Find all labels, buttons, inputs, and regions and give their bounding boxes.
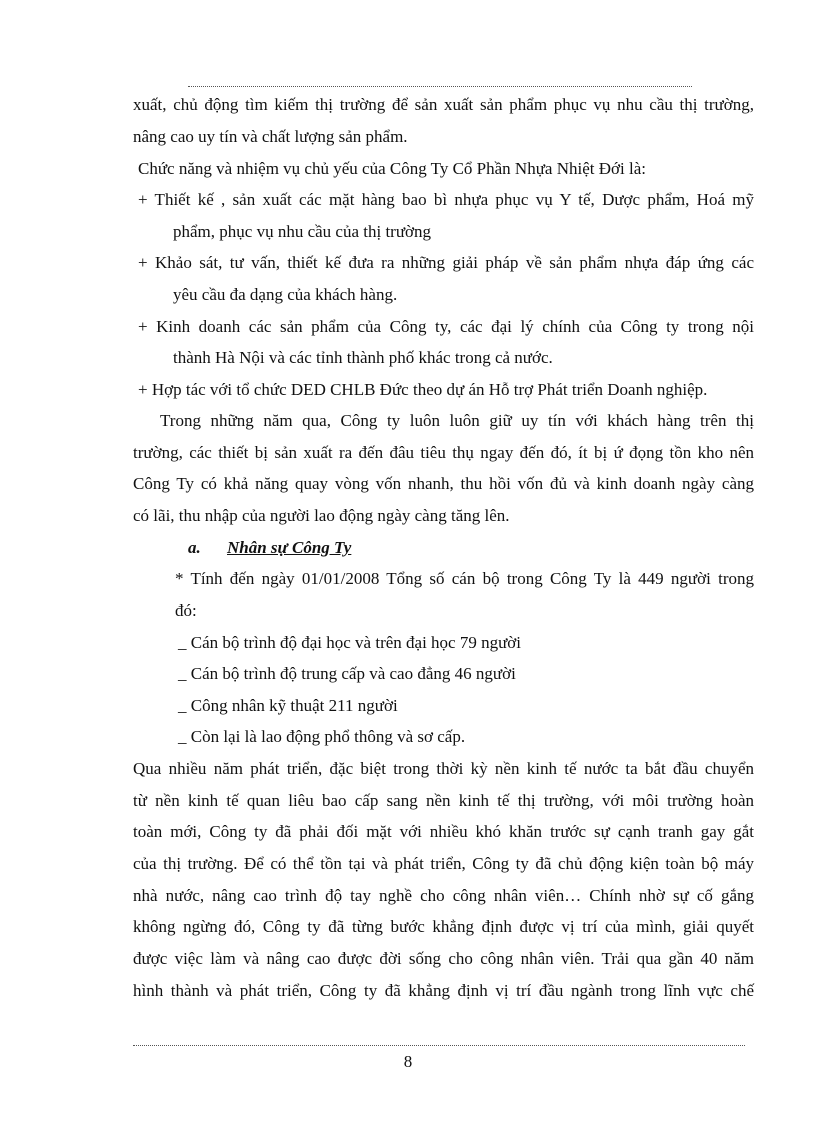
body-line: được việc làm và nâng cao được đời sống cho công nhân viên. Trải qua gần 40 năm [133,949,754,968]
staff-item: _ Cán bộ trình độ trung cấp và cao đẳng 46 người [178,664,516,683]
page-number: 8 [403,1052,413,1071]
body-line: toàn mới, Công ty đã phải đối mặt với nhiều khó khăn trước sự cạnh tranh gay gắt [133,822,754,841]
body-line: từ nền kinh tế quan liêu bao cấp sang nền kinh tế thị trường, với môi trường hoàn [133,791,754,810]
staff-item: _ Công nhân kỹ thuật 211 người [178,696,398,715]
section-letter: a. [188,538,201,557]
bullet-item: + Thiết kế , sản xuất các mặt hàng bao bì nhựa phục vụ Y tế, Dược phẩm, Hoá mỹ [138,190,754,209]
footer-dotted-rule [133,1045,745,1046]
staff-intro: * Tính đến ngày 01/01/2008 Tổng số cán bộ trong Công Ty là 449 người trong [175,569,754,588]
body-line: của thị trường. Để có thể tồn tại và phát triển, Công ty đã chủ động kiện toàn bộ máy [133,854,754,873]
body-line: trường, các thiết bị sản xuất ra đến đâu tiêu thụ ngay đến đó, ít bị ứ đọng tồn kho nên [133,443,754,462]
body-line: xuất, chủ động tìm kiếm thị trường để sản xuất sản phẩm phục vụ nhu cầu thị trường, [133,95,754,114]
body-line: nâng cao uy tín và chất lượng sản phẩm. [133,127,408,146]
body-line: nhà nước, nâng cao trình độ tay nghề cho công nhân viên… Chính nhờ sự cố gắng [133,886,754,905]
body-line: không ngừng đó, Công ty đã từng bước khẳng định được vị trí của mình, giải quyết [133,917,754,936]
body-line: Công Ty có khả năng quay vòng vốn nhanh, thu hồi vốn đủ và kinh doanh ngày càng [133,474,754,493]
bullet-item-continuation: phẩm, phục vụ nhu cầu của thị trường [173,222,432,241]
body-line: Trong những năm qua, Công ty luôn luôn giữ uy tín với khách hàng trên thị [160,411,754,430]
bullet-item: + Hợp tác với tổ chức DED CHLB Đức theo dự án Hỗ trợ Phát triển Doanh nghiệp. [138,380,708,399]
section-title: Nhân sự Công Ty [227,538,352,557]
header-dotted-rule [188,86,692,87]
bullet-item: + Khảo sát, tư vấn, thiết kế đưa ra những giải pháp về sản phẩm nhựa đáp ứng các [138,253,754,272]
body-line: có lãi, thu nhập của người lao động ngày càng tăng lên. [133,506,510,525]
staff-item: _ Cán bộ trình độ đại học và trên đại học 79 người [178,633,522,652]
staff-intro-continuation: đó: [175,601,197,620]
bullet-item-continuation: yêu cầu đa dạng của khách hàng. [173,285,398,304]
bullet-item-continuation: thành Hà Nội và các tỉnh thành phố khác trong cả nước. [173,348,553,367]
body-line: Qua nhiều năm phát triển, đặc biệt trong thời kỳ nền kinh tế nước ta bắt đầu chuyển [133,759,754,778]
bullet-item: + Kinh doanh các sản phẩm của Công ty, các đại lý chính của Công ty trong nội [138,317,754,336]
functions-intro: Chức năng và nhiệm vụ chủ yếu của Công Ty Cổ Phần Nhựa Nhiệt Đới là: [138,159,646,178]
body-line: hình thành và phát triển, Công ty đã khẳng định vị trí đầu ngành trong lĩnh vực chế [133,981,754,1000]
staff-item: _ Còn lại là lao động phổ thông và sơ cấp. [178,727,466,746]
